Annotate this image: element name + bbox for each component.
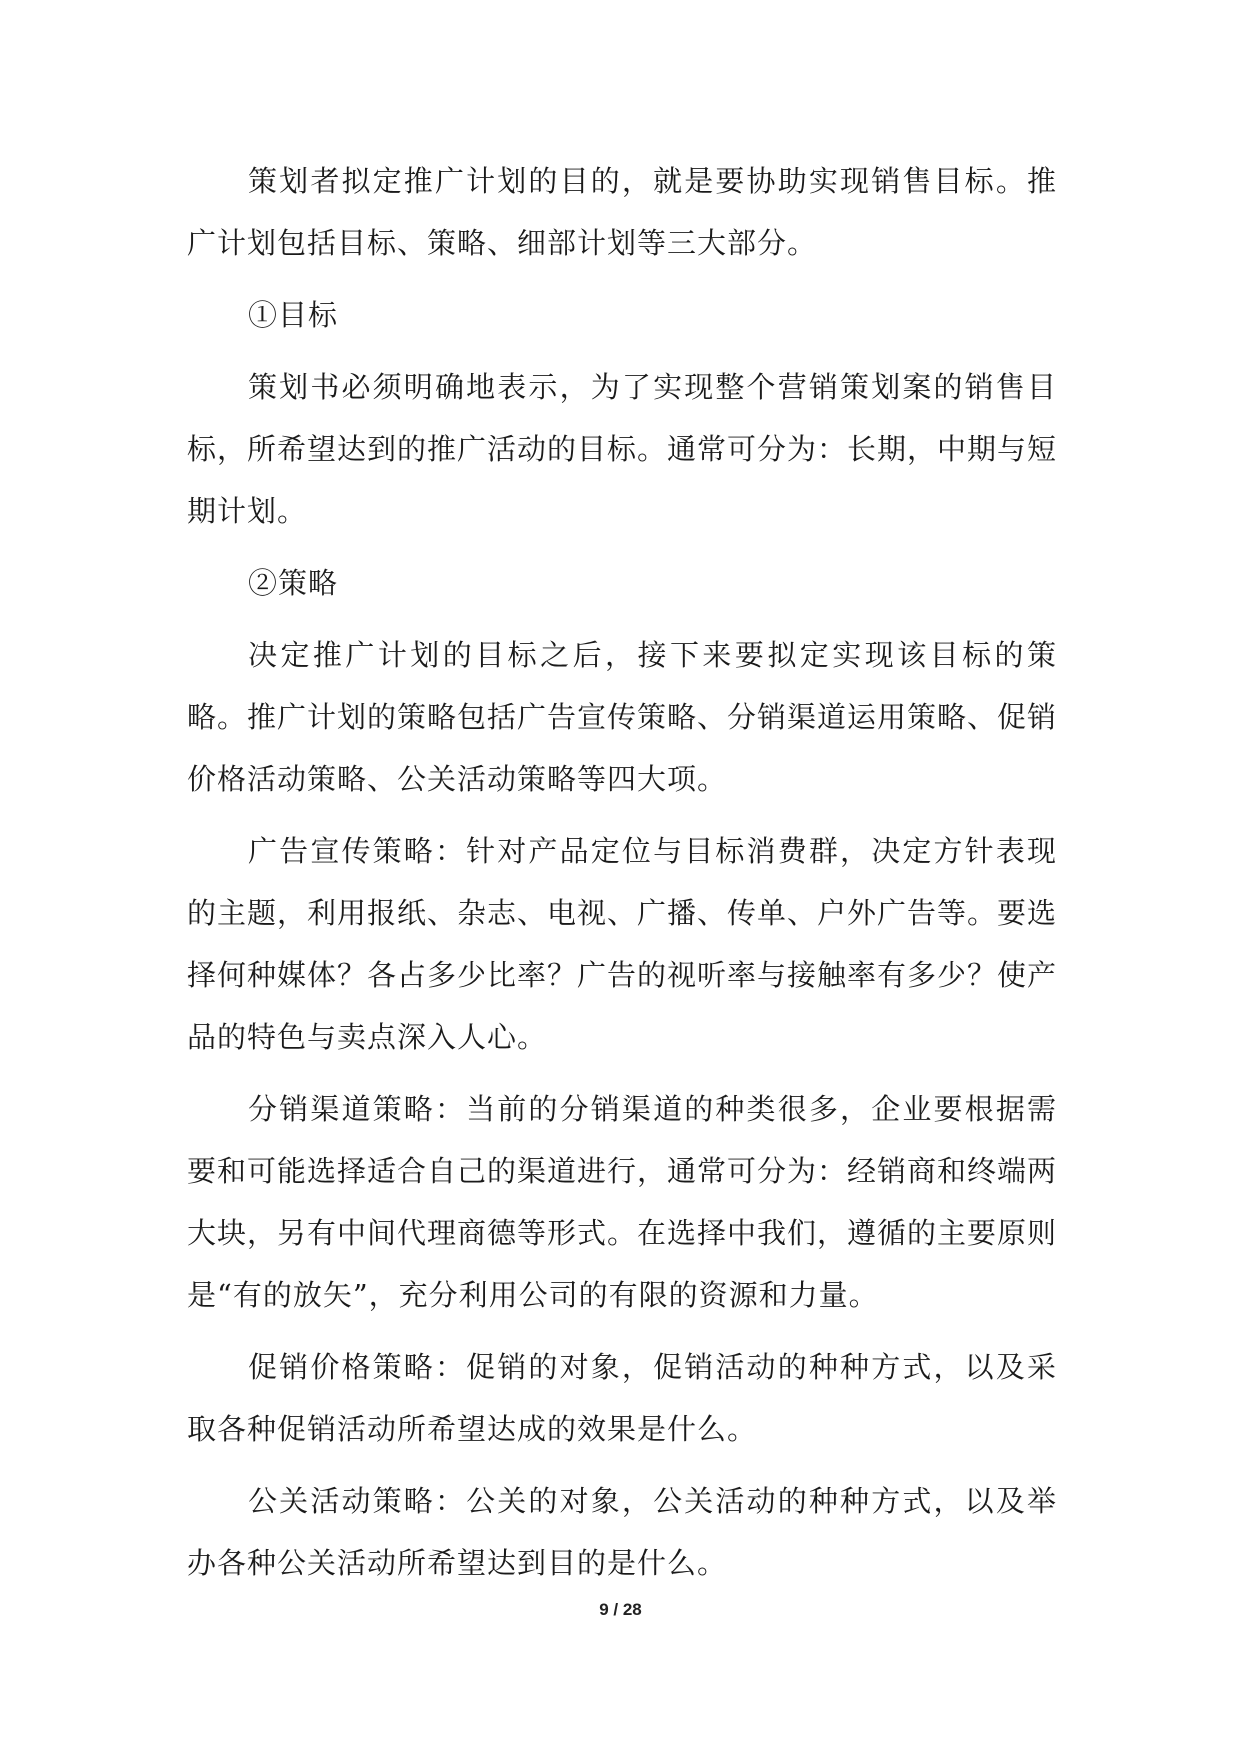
paragraph-advertising-strategy: 广告宣传策略：针对产品定位与目标消费群，决定方针表现的主题，利用报纸、杂志、电视、广播、传单、户外广告等。要选择何种媒体？各占多少比率？广告的视听率与接触率有多少？使产品的特色与卖点深入人心。 bbox=[187, 834, 1058, 1054]
section-heading-goal: ①目标 bbox=[248, 298, 339, 332]
paragraph-strategy: 决定推广计划的目标之后，接下来要拟定实现该目标的策略。推广计划的策略包括广告宣传策略、分销渠道运用策略、促销价格活动策略、公关活动策略等四大项。 bbox=[187, 638, 1058, 796]
paragraph-goal: 策划书必须明确地表示，为了实现整个营销策划案的销售目标，所希望达到的推广活动的目标。通常可分为：长期，中期与短期计划。 bbox=[187, 370, 1058, 528]
paragraph-promotion-pricing-strategy: 促销价格策略：促销的对象，促销活动的种种方式，以及采取各种促销活动所希望达成的效果是什么。 bbox=[187, 1350, 1057, 1446]
page-number: 9 / 28 bbox=[599, 1600, 642, 1619]
paragraph-intro: 策划者拟定推广计划的目的，就是要协助实现销售目标。推广计划包括目标、策略、细部计划等三大部分。 bbox=[187, 164, 1057, 260]
document-body bbox=[187, 150, 1057, 1604]
paragraph-public-relations-strategy: 公关活动策略：公关的对象，公关活动的种种方式，以及举办各种公关活动所希望达到目的是什么。 bbox=[187, 1484, 1057, 1580]
paragraph-distribution-strategy: 分销渠道策略：当前的分销渠道的种类很多，企业要根据需要和可能选择适合自己的渠道进行，通常可分为：经销商和终端两大块，另有中间代理商德等形式。在选择中我们，遵循的主要原则是“有的放矢”，充分利用公司的有限的资源和力量。 bbox=[187, 1092, 1058, 1312]
section-heading-strategy: ②策略 bbox=[248, 566, 339, 600]
